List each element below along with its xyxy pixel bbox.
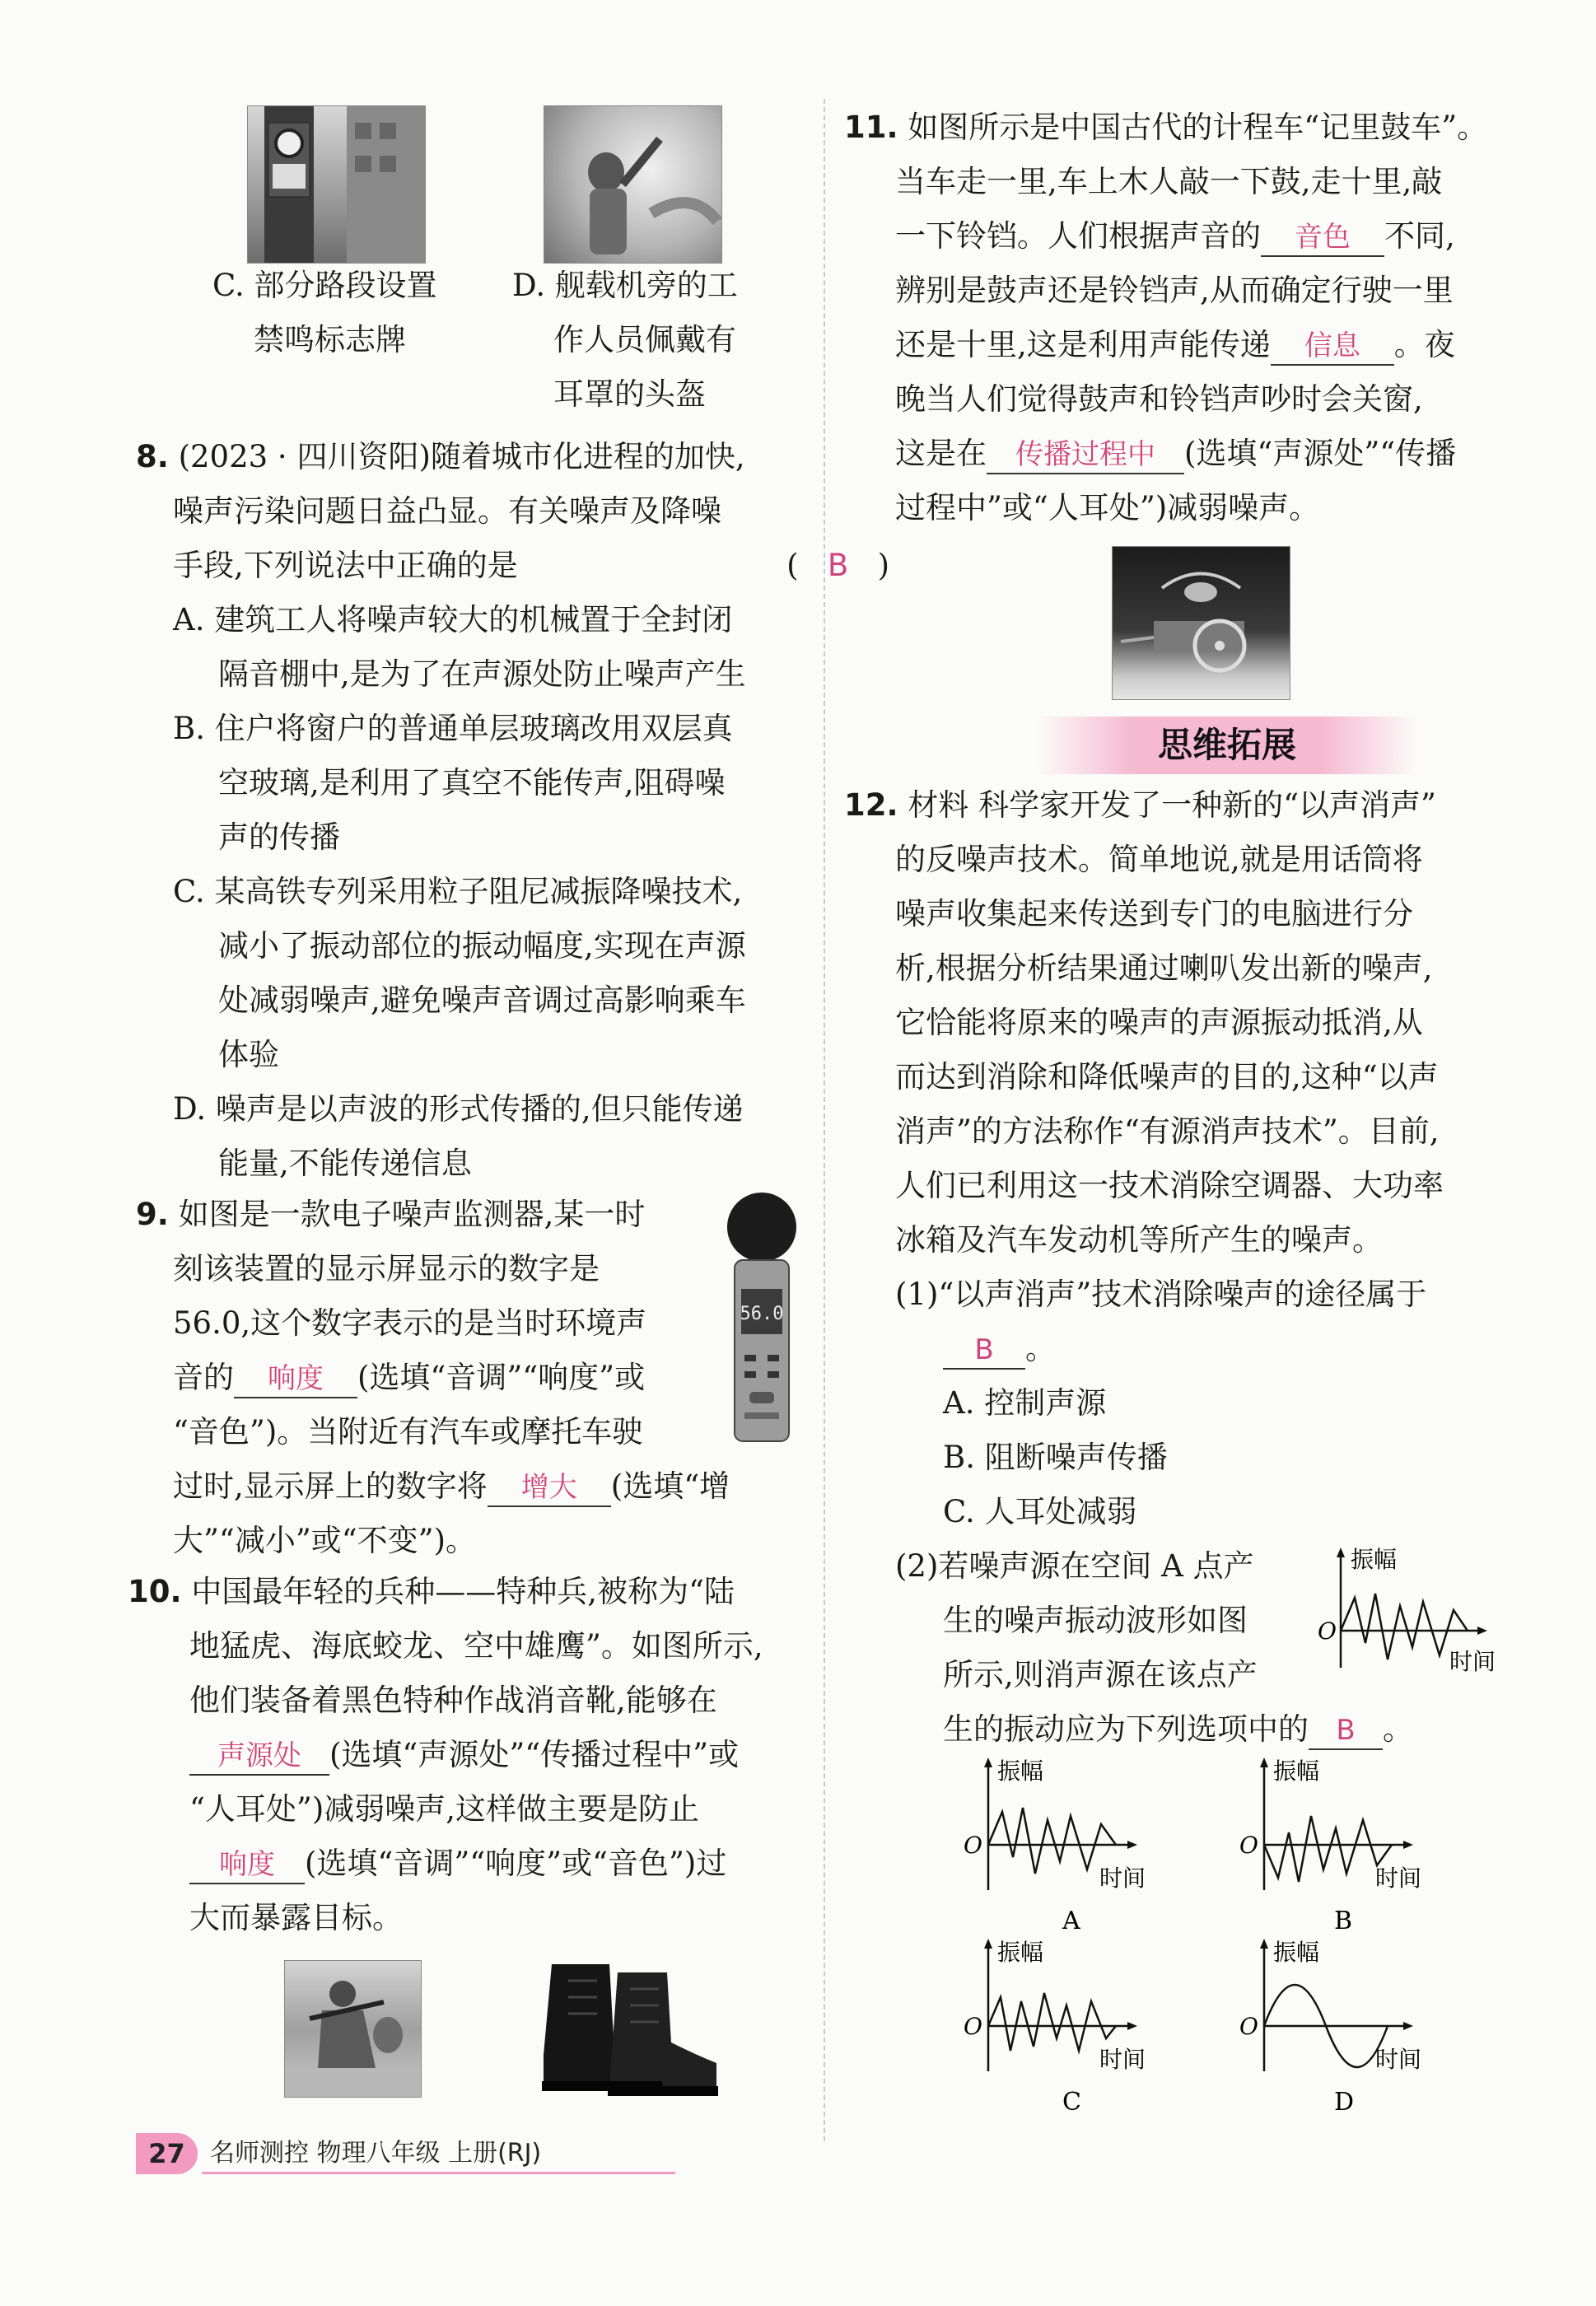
q9-line: 大”“减小”或“不变”)。 [173, 1523, 477, 1558]
axis-x-label: 时间 [1375, 1865, 1422, 1892]
axis-y-label: 振幅 [1273, 1939, 1320, 1966]
q11-line: 如图所示是中国古代的计程车“记里鼓车”。 [908, 110, 1488, 145]
waveform-option-b [1235, 1754, 1458, 1944]
question-number: 10. [128, 1574, 182, 1609]
q11-line: 一下铃铛。人们根据声音的 [895, 218, 1261, 254]
q12-line: 的反噪声技术。简单地说,就是用话筒将 [895, 842, 1423, 877]
q11-line: 过程中”或“人耳处”)减弱噪声。 [895, 490, 1320, 525]
q8-line: 手段,下列说法中正确的是 [173, 548, 518, 583]
q12-line: 析,根据分析结果通过喇叭发出新的噪声, [895, 950, 1433, 986]
origin-label: O [964, 2013, 982, 2040]
q12-sub2: (2)若噪声源在空间 A 点产 [895, 1548, 1254, 1584]
q9-line: (选填“音调”“响度”或 [357, 1360, 646, 1395]
q11-line: (选填“声源处”“传播 [1184, 436, 1457, 471]
option-label: C [1062, 2088, 1081, 2117]
q7-option-c: C. 部分路段设置 禁鸣标志牌 [212, 268, 437, 357]
q12-sub2: 所示,则消声源在该点产 [943, 1657, 1258, 1692]
q11-answer-2: 信息 [1271, 328, 1394, 366]
q12-line: 人们已利用这一技术消除空调器、大功率 [895, 1168, 1444, 1203]
question-11 [844, 100, 1487, 535]
q12-option-a: A. 控制声源 [943, 1385, 1107, 1421]
question-9 [136, 1188, 730, 1568]
q11-answer-3: 传播过程中 [987, 436, 1184, 474]
q12-option-c: C. 人耳处减弱 [943, 1494, 1137, 1529]
q12-sub1: (1)“以声消声”技术消除噪声的途径属于 [895, 1277, 1427, 1312]
axis-x-label: 时间 [1099, 2046, 1146, 2073]
question-number: 11. [844, 110, 898, 145]
question-number: 8. [136, 439, 169, 474]
waveform-option-c [959, 1935, 1182, 2125]
q11-line: 还是十里,这是利用声能传递 [895, 327, 1271, 362]
q9-answer-1: 响度 [234, 1361, 357, 1398]
no-honking-sign-photo [247, 105, 426, 264]
question-10 [128, 1565, 763, 1945]
axis-x-label: 时间 [1449, 1648, 1496, 1675]
waveform-option-a [959, 1754, 1182, 1944]
q12-sub2: 生的振动应为下列选项中的 [943, 1711, 1309, 1747]
q10-line: “人耳处”)减弱噪声,这样做主要是防止 [189, 1791, 700, 1827]
q11-line: 辨别是鼓声还是铃铛声,从而确定行驶一里 [895, 273, 1454, 308]
question-number: 12. [844, 787, 898, 823]
q12-option-b: B. 阻断噪声传播 [943, 1440, 1168, 1475]
q12-line: 它恰能将原来的噪声的声源振动抵消,从 [895, 1005, 1423, 1040]
q12-sub1-answer: B [943, 1332, 1025, 1370]
q8-line: 噪声污染问题日益凸显。有关噪声及降噪 [173, 493, 721, 529]
q8-option-c-cont: 减小了振动部位的振动幅度,实现在声源 [218, 928, 746, 964]
monitor-display: 56.0 [740, 1304, 784, 1324]
q8-line: (2023 · 四川资阳)随着城市化进程的加快, [178, 439, 745, 474]
footer-rule [202, 2172, 675, 2174]
q7-option-d: D. 舰载机旁的工 作人员佩戴有 耳罩的头盔 [512, 268, 738, 412]
q8-option-a-cont: 隔音棚中,是为了在声源处防止噪声产生 [218, 656, 746, 692]
q9-line: 56.0,这个数字表示的是当时环境声 [173, 1305, 647, 1341]
q11-answer-1: 音色 [1261, 219, 1384, 257]
q8-option-d: D. 噪声是以声波的形式传播的,但只能传递 [173, 1091, 744, 1127]
q11-line: 这是在 [895, 436, 987, 471]
axis-y-label: 振幅 [1273, 1758, 1320, 1785]
q12-sub1-end: 。 [1025, 1331, 1056, 1366]
q11-line: 。夜 [1393, 327, 1455, 362]
q10-line: (选填“声源处”“传播过程中”或 [329, 1737, 740, 1772]
axis-x-label: 时间 [1375, 2046, 1422, 2073]
footer-text: 名师测控 物理八年级 上册(RJ) [210, 2139, 542, 2168]
q12-sub2-end: 。 [1383, 1711, 1413, 1747]
q10-line: (选填“音调”“响度”或“音色”)过 [305, 1846, 727, 1881]
original-waveform [1318, 1544, 1515, 1680]
axis-x-label: 时间 [1099, 1865, 1146, 1892]
q12-line: 噪声收集起来传送到专门的电脑进行分 [895, 896, 1413, 931]
noise-monitor-device [725, 1190, 799, 1445]
ear-muff-worker-photo [544, 105, 722, 264]
axis-y-label: 振幅 [997, 1758, 1044, 1785]
q9-line: 如图是一款电子噪声监测器,某一时 [178, 1197, 646, 1232]
q10-line: 中国最年轻的兵种——特种兵,被称为“陆 [191, 1574, 735, 1609]
option-label: A [1062, 1907, 1080, 1935]
q11-line: 不同, [1384, 218, 1455, 254]
waveform-option-d [1235, 1935, 1458, 2125]
origin-label: O [1239, 2013, 1258, 2040]
q8-option-b: B. 住户将窗户的普通单层玻璃改用双层真 [173, 711, 733, 746]
q8-answer-bracket: ( B ) [786, 548, 889, 583]
section-title: 思维拓展 [1038, 717, 1416, 774]
q9-line: 刻该装置的显示屏显示的数字是 [173, 1251, 600, 1286]
q8-option-c-cont: 体验 [218, 1037, 279, 1072]
q8-option-c: C. 某高铁专列采用粒子阻尼减振降噪技术, [173, 874, 743, 909]
q9-answer-2: 增大 [488, 1469, 611, 1507]
origin-label: O [1318, 1617, 1337, 1645]
q9-line: 音的 [173, 1360, 234, 1395]
origin-label: O [964, 1832, 982, 1859]
q9-line: “音色”)。当附近有汽车或摩托车驶 [173, 1414, 643, 1449]
q12-sub2-answer: B [1309, 1712, 1383, 1750]
tactical-boots-image [519, 1956, 725, 2100]
q8-option-c-cont: 处减弱噪声,避免噪声音调过高影响乘车 [218, 983, 746, 1018]
page-number: 27 [136, 2133, 198, 2174]
q10-answer-1: 声源处 [189, 1738, 329, 1776]
q9-line: (选填“增 [610, 1468, 730, 1504]
option-label: B [1334, 1907, 1353, 1935]
q12-line: 消声”的方法称作“有源消声技术”。目前, [895, 1113, 1440, 1149]
origin-label: O [1239, 1832, 1258, 1859]
q10-line: 他们装备着黑色特种作战消音靴,能够在 [189, 1683, 717, 1718]
q11-line: 晚当人们觉得鼓声和铃铛声吵时会关窗, [895, 381, 1423, 417]
axis-y-label: 振幅 [997, 1939, 1044, 1966]
question-8 [136, 430, 889, 1191]
q9-line: 过时,显示屏上的数字将 [173, 1468, 488, 1504]
q12-line: 而达到消除和降低噪声的目的,这种“以声 [895, 1059, 1439, 1095]
q12-line: 冰箱及汽车发动机等所产生的噪声。 [895, 1222, 1383, 1258]
drum-cart-photo [1112, 546, 1290, 700]
q10-line: 大而暴露目标。 [189, 1900, 403, 1935]
axis-y-label: 振幅 [1351, 1546, 1398, 1573]
q8-option-d-cont: 能量,不能传递信息 [218, 1146, 472, 1181]
q8-option-b-cont: 声的传播 [218, 819, 340, 855]
q10-line: 地猛虎、海底蛟龙、空中雄鹰”。如图所示, [189, 1628, 763, 1664]
q12-sub2: 生的噪声振动波形如图 [943, 1603, 1248, 1638]
option-label: D [1334, 2088, 1355, 2117]
q8-option-b-cont: 空玻璃,是利用了真空不能传声,阻碍噪 [218, 765, 726, 801]
q8-answer: B [827, 548, 849, 583]
special-forces-photo [284, 1960, 422, 2098]
question-number: 9. [136, 1197, 169, 1232]
q12-line: 材料 科学家开发了一种新的“以声消声” [908, 787, 1436, 823]
q10-answer-2: 响度 [189, 1846, 305, 1884]
q8-option-a: A. 建筑工人将噪声较大的机械置于全封闭 [173, 602, 733, 637]
q11-line: 当车走一里,车上木人敲一下鼓,走十里,敲 [895, 164, 1443, 199]
